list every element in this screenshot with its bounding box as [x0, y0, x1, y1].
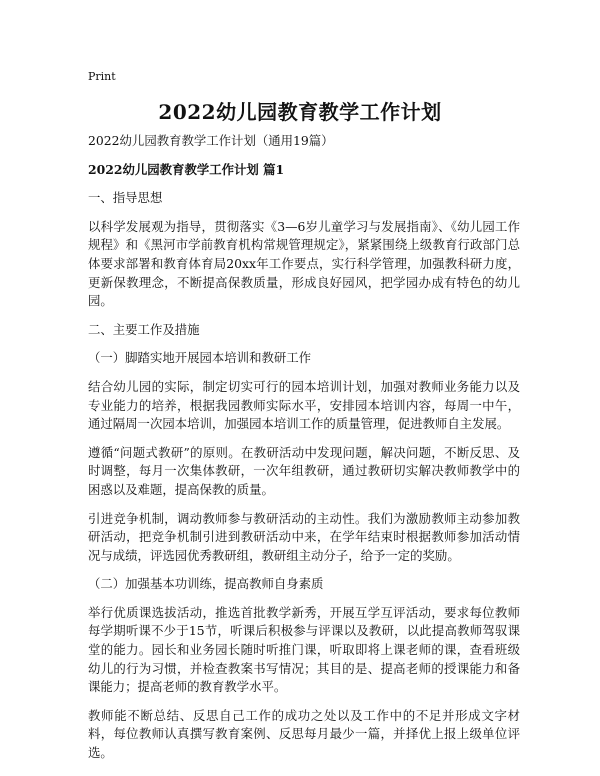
- paragraph: 举行优质课选拔活动，推选首批教学新秀，开展互学互评活动，要求每位教师每学期听课不少于15节，听课后积极参与评课以及教研，以此提高教师驾驭课堂的能力。园长和业务园长随时听推门课，听取即将上课老师的课，查看班级幼儿的行为习惯，并检查教案书写情况；其目的是、提高老师的授课能力和备课能力；提高老师的教育教学水平。: [88, 604, 520, 695]
- paragraph: 引进竞争机制，调动教师参与教研活动的主动性。我们为激励教师主动参加教研活动，把竞争机制引进到教研活动中来，在学年结束时根据教师参加活动情况与成绩，评选园优秀教研组，教研组主动分子，给予一定的奖励。: [88, 510, 520, 563]
- heading-basic-skills: （二）加强基本功训练，提高教师自身素质: [88, 576, 324, 592]
- section-heading: 2022幼儿园教育教学工作计划 篇1: [88, 161, 285, 177]
- paragraph: 教师能不断总结、反思自己工作的成功之处以及工作中的不足并形成文字材料，每位教师认真撰写教育案例、反思每月最少一篇，并择优上报上级单位评选。: [88, 707, 520, 761]
- heading-guiding-ideology: 一、指导思想: [88, 190, 163, 206]
- paragraph: 以科学发展观为指导，贯彻落实《3—6岁儿童学习与发展指南》、《幼儿园工作规程》和《黑河市学前教育机构常规管理规定》，紧紧围绕上级教育行政部门总体要求部署和教育体育局20xx年工作要点，实行科学管理，加强教科研力度，更新保教理念，不断提高保教质量，形成良好园风，把学园办成有特色的幼儿园。: [88, 218, 520, 309]
- document-body: [88, 132, 520, 773]
- heading-training-research: （一）脚踏实地开展园本培训和教研工作: [88, 350, 312, 366]
- paragraph: 结合幼儿园的实际，制定切实可行的园本培训计划，加强对教师业务能力以及专业能力的培养，根据我园教师实际水平，安排园本培训内容，每周一中午，通过隔周一次园本培训，加强园本培训工作的质量管理，促进教师自主发展。: [88, 378, 520, 432]
- print-link[interactable]: Print: [88, 70, 116, 83]
- document-subtitle: 2022幼儿园教育教学工作计划（通用19篇）: [88, 133, 334, 148]
- heading-main-work: 二、主要工作及措施: [88, 321, 200, 337]
- page-title: 2022幼儿园教育教学工作计划: [158, 100, 442, 124]
- paragraph: 遵循“问题式教研”的原则。在教研活动中发现问题，解决问题，不断反思、及时调整，每月一次集体教研，一次年组教研，通过教研切实解决教师教学中的困惑以及难题，提高保教的质量。: [88, 444, 520, 497]
